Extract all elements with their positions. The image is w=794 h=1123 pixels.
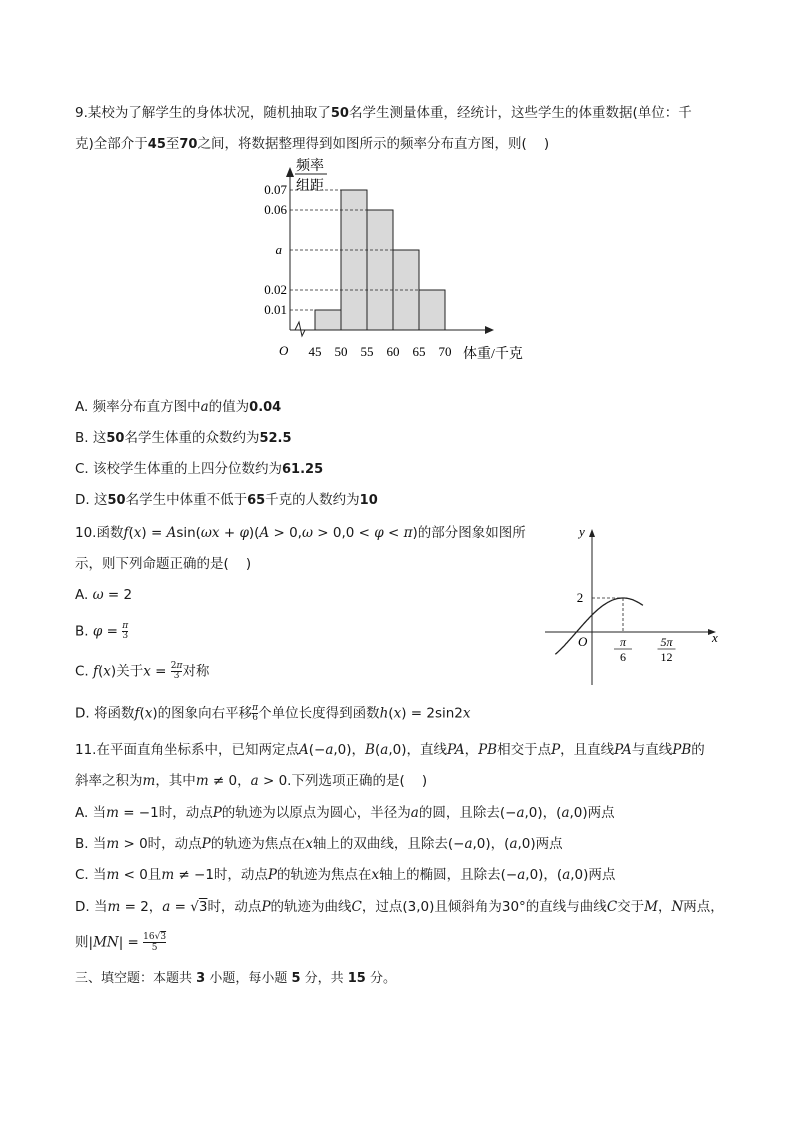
q11-option-c: C. 当m < 0且m ≠ −1时，动点P的轨迹为焦点在x轴上的椭圆，且除去(−a,0)，(a,0)两点 bbox=[75, 867, 616, 883]
y-tick-label: 0.02 bbox=[264, 282, 287, 297]
q9-stem-line1: 9.某校为了解学生的身体状况，随机抽取了50名学生测量体重，经统计，这些学生的体重数据(单位：千 bbox=[75, 105, 692, 121]
q9-option-b: B. 这50名学生体重的众数约为52.5 bbox=[75, 430, 292, 446]
q11-option-b: B. 当m > 0时，动点P的轨迹为焦点在x轴上的双曲线，且除去(−a,0)，(a,0)两点 bbox=[75, 836, 563, 852]
sine-curve bbox=[555, 598, 643, 654]
q11-option-d: D. 当m = 2，a = √3时，动点P的轨迹为曲线C，过点(3,0)且倾斜角为30°的直线与曲线C交于M，N两点， bbox=[75, 899, 724, 915]
origin-label: O bbox=[279, 343, 289, 358]
histogram-bar bbox=[341, 190, 367, 330]
x-tick-5pi-12-denominator: 12 bbox=[660, 650, 673, 664]
q10-option-c: C. f(x)关于x = $\frac{2\pi}{3}$ 对称 bbox=[75, 661, 210, 681]
q9-option-d: D. 这50名学生中体重不低于65千克的人数约为10 bbox=[75, 492, 378, 508]
x-tick-pi-6-denominator: 6 bbox=[620, 650, 626, 664]
histogram-bar bbox=[419, 290, 445, 330]
y-tick-label: 0.06 bbox=[264, 202, 287, 217]
x-tick-label: 50 bbox=[334, 344, 348, 359]
x-tick-label: 70 bbox=[438, 344, 452, 359]
origin-label: O bbox=[578, 634, 588, 649]
x-tick-label: 65 bbox=[412, 344, 426, 359]
q9-option-c: C. 该校学生体重的上四分位数约为61.25 bbox=[75, 461, 324, 477]
x-tick-5pi-12-numerator: 5π bbox=[660, 635, 673, 649]
y-axis-arrow bbox=[589, 529, 595, 537]
y-tick-label: 2 bbox=[576, 590, 584, 605]
q10-stem-line2: 示，则下列命题正确的是( ) bbox=[75, 556, 252, 572]
q10-stem-line1: 10.函数f(x) = Asin(ωx + φ)(A > 0,ω > 0,0 < φ < π)的部分图象如图所 bbox=[75, 525, 526, 541]
y-axis-arrow bbox=[286, 167, 294, 177]
y-axis-label: y bbox=[579, 524, 585, 539]
histogram-bar bbox=[367, 210, 393, 330]
q10-option-d: D. 将函数f(x)的图象向右平移 $\frac{\pi}{6}$ 个单位长度得到函数h(x) = 2sin2x bbox=[75, 703, 471, 723]
x-tick-pi-6-numerator: π bbox=[619, 635, 627, 649]
axis-break bbox=[290, 322, 315, 336]
histogram-chart bbox=[250, 150, 550, 370]
q10-option-a: A. ω = 2 bbox=[75, 587, 133, 603]
x-axis-label: x bbox=[712, 630, 718, 645]
x-tick-label: 55 bbox=[360, 344, 374, 359]
section-3-heading: 三、填空题：本题共 3 小题，每小题 5 分，共 15 分。 bbox=[75, 971, 396, 986]
q11-stem-line2: 斜率之积为m，其中m ≠ 0，a > 0.下列选项正确的是( ) bbox=[75, 773, 428, 789]
x-axis-arrow bbox=[485, 326, 494, 334]
q11-stem-line1: 11.在平面直角坐标系中，已知两定点A(−a,0)，B(a,0)，直线PA，PB相交于点P，且直线PA与直线PB的 bbox=[75, 742, 705, 758]
y-tick-label: a bbox=[275, 242, 282, 257]
q11-option-d-line2: 则|MN| = $\frac{16√3}{5}$ bbox=[75, 932, 167, 953]
histogram-bar bbox=[315, 310, 341, 330]
x-tick-label: 45 bbox=[308, 344, 322, 359]
y-tick-label: 0.07 bbox=[264, 182, 287, 197]
x-axis-label: 体重/千克 bbox=[463, 347, 523, 362]
y-label-denominator: 组距 bbox=[296, 179, 324, 194]
q9-option-a: A. 频率分布直方图中a的值为0.04 bbox=[75, 399, 282, 415]
q10-option-b: B. φ = $\frac{\pi}{3}$ bbox=[75, 621, 129, 641]
x-tick-label: 60 bbox=[386, 344, 400, 359]
q9-stem-line2: 克)全部介于45至70之间，将数据整理得到如图所示的频率分布直方图，则( ) bbox=[75, 136, 550, 152]
q11-option-a: A. 当m = −1时，动点P的轨迹为以原点为圆心，半径为a的圆，且除去(−a,0)，(a,0)两点 bbox=[75, 805, 615, 821]
y-label-numerator: 频率 bbox=[296, 159, 324, 174]
sine-graph bbox=[540, 520, 730, 692]
y-tick-label: 0.01 bbox=[264, 302, 287, 317]
